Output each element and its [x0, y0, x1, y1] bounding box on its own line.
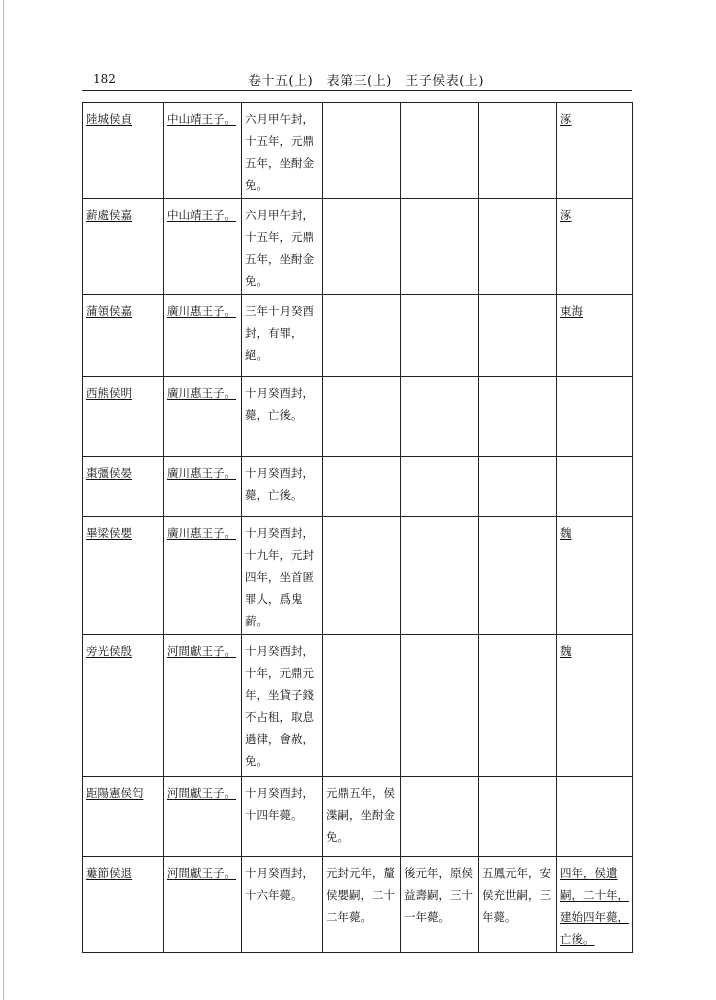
- running-head: 卷十五(上) 表第三(上) 王子侯表(上): [248, 74, 484, 89]
- col-son: [323, 377, 401, 457]
- col-lineage-text: 河間獻王子。: [167, 644, 236, 658]
- col-name: [83, 777, 164, 857]
- col-enfeoffment-text: 六月甲午封，十五年，元鼎五年，坐酎金免。: [245, 112, 314, 192]
- col-great-grandson: [479, 457, 557, 517]
- col-great-grandson: [479, 199, 557, 295]
- col-grandson: [401, 377, 479, 457]
- col-grandson: [401, 777, 479, 857]
- col-lineage-text: 中山靖王子。: [167, 208, 236, 222]
- col-name: [83, 457, 164, 517]
- table-row: [83, 635, 633, 777]
- col-name: [83, 199, 164, 295]
- col-enfeoffment: [242, 103, 323, 199]
- col-great-grandson: [479, 295, 557, 377]
- col-fief-location-text: 東海: [560, 304, 583, 318]
- col-name-text: 陸城侯貞: [86, 112, 132, 126]
- col-lineage-text: 廣川惠王子。: [167, 466, 236, 480]
- col-name-text: 蒲領侯嘉: [86, 304, 132, 318]
- table-row: [83, 295, 633, 377]
- col-fief-location: [557, 457, 633, 517]
- table-row: [83, 377, 633, 457]
- col-son: [323, 857, 401, 953]
- col-son: [323, 199, 401, 295]
- col-enfeoffment: [242, 517, 323, 635]
- col-lineage: [164, 777, 242, 857]
- col-fief-location: [557, 857, 633, 953]
- col-son: [323, 777, 401, 857]
- col-great-grandson: [479, 103, 557, 199]
- col-name: [83, 295, 164, 377]
- col-grandson: [401, 103, 479, 199]
- col-lineage: [164, 103, 242, 199]
- col-enfeoffment: [242, 377, 323, 457]
- col-fief-location: [557, 635, 633, 777]
- col-great-grandson: [479, 777, 557, 857]
- col-fief-location-text: 魏: [560, 644, 572, 658]
- genealogy-table: [82, 102, 633, 953]
- col-fief-location-text: 四年，侯遺嗣，二十年，建始四年薨，亡後。: [560, 866, 629, 946]
- col-lineage: [164, 635, 242, 777]
- col-enfeoffment: [242, 857, 323, 953]
- col-name-text: 距陽憲侯匄: [86, 786, 144, 800]
- col-enfeoffment: [242, 457, 323, 517]
- header-rule: [82, 90, 632, 91]
- col-son: [323, 457, 401, 517]
- col-enfeoffment: [242, 635, 323, 777]
- col-enfeoffment: [242, 777, 323, 857]
- col-enfeoffment-text: 十月癸酉封，十六年薨。: [245, 866, 314, 902]
- col-enfeoffment-text: 十月癸酉封，薨，亡後。: [245, 466, 314, 502]
- col-name: [83, 857, 164, 953]
- col-enfeoffment-text: 三年十月癸酉封，有罪，絕。: [245, 304, 314, 362]
- col-enfeoffment-text: 十月癸酉封，薨，亡後。: [245, 386, 314, 422]
- page-number: 182: [93, 72, 116, 86]
- table-row: [83, 857, 633, 953]
- col-name: [83, 103, 164, 199]
- table-row: [83, 517, 633, 635]
- col-great-grandson: [479, 635, 557, 777]
- col-lineage-text: 廣川惠王子。: [167, 526, 236, 540]
- col-lineage-text: 河間獻王子。: [167, 786, 236, 800]
- col-lineage: [164, 857, 242, 953]
- col-fief-location: [557, 199, 633, 295]
- col-grandson: [401, 857, 479, 953]
- col-son: [323, 517, 401, 635]
- col-fief-location: [557, 517, 633, 635]
- col-lineage: [164, 457, 242, 517]
- table-row: [83, 199, 633, 295]
- col-name-text: 畢梁侯嬰: [86, 526, 132, 540]
- col-enfeoffment-text: 十月癸酉封，十四年薨。: [245, 786, 314, 822]
- col-fief-location: [557, 377, 633, 457]
- col-lineage: [164, 295, 242, 377]
- col-name: [83, 377, 164, 457]
- col-great-grandson: [479, 517, 557, 635]
- col-son: [323, 103, 401, 199]
- col-grandson: [401, 635, 479, 777]
- col-lineage: [164, 199, 242, 295]
- col-great-grandson-text: 五鳳元年，安侯充世嗣，三年薨。: [482, 866, 551, 924]
- col-enfeoffment-text: 十月癸酉封，十年，元鼎元年，坐貸子錢不占租，取息過律，會赦，免。: [245, 644, 314, 768]
- col-name-text: 蔞節侯退: [86, 866, 132, 880]
- col-name: [83, 517, 164, 635]
- col-name-text: 棗彊侯晏: [86, 466, 132, 480]
- col-great-grandson: [479, 377, 557, 457]
- col-grandson: [401, 295, 479, 377]
- col-enfeoffment-text: 六月甲午封，十五年，元鼎五年，坐酎金免。: [245, 208, 314, 288]
- col-fief-location: [557, 295, 633, 377]
- col-lineage: [164, 377, 242, 457]
- col-name: [83, 635, 164, 777]
- col-fief-location: [557, 103, 633, 199]
- table-row: [83, 103, 633, 199]
- col-son: [323, 635, 401, 777]
- col-fief-location-text: 魏: [560, 526, 572, 540]
- col-fief-location: [557, 777, 633, 857]
- col-lineage: [164, 517, 242, 635]
- col-lineage-text: 中山靖王子。: [167, 112, 236, 126]
- col-fief-location-text: 涿: [560, 208, 572, 222]
- col-son-text: 元封元年，釐侯嬰嗣，二十二年薨。: [326, 866, 395, 924]
- col-lineage-text: 河間獻王子。: [167, 866, 236, 880]
- col-fief-location-text: 涿: [560, 112, 572, 126]
- col-son-text: 元鼎五年，侯渫嗣，坐酎金免。: [326, 786, 395, 844]
- col-name-text: 旁光侯殷: [86, 644, 132, 658]
- col-name-text: 西熊侯明: [86, 386, 132, 400]
- col-enfeoffment: [242, 199, 323, 295]
- col-son: [323, 295, 401, 377]
- col-grandson: [401, 199, 479, 295]
- col-enfeoffment: [242, 295, 323, 377]
- col-grandson-text: 後元年，原侯益壽嗣，三十一年薨。: [404, 866, 473, 924]
- col-grandson: [401, 457, 479, 517]
- col-lineage-text: 廣川惠王子。: [167, 386, 236, 400]
- col-great-grandson: [479, 857, 557, 953]
- col-grandson: [401, 517, 479, 635]
- page-edge-rule: [3, 0, 4, 1000]
- col-lineage-text: 廣川惠王子。: [167, 304, 236, 318]
- table-row: [83, 777, 633, 857]
- col-name-text: 薪處侯嘉: [86, 208, 132, 222]
- table-row: [83, 457, 633, 517]
- col-enfeoffment-text: 十月癸酉封，十九年，元封四年，坐首匿罪人，爲鬼薪。: [245, 526, 314, 628]
